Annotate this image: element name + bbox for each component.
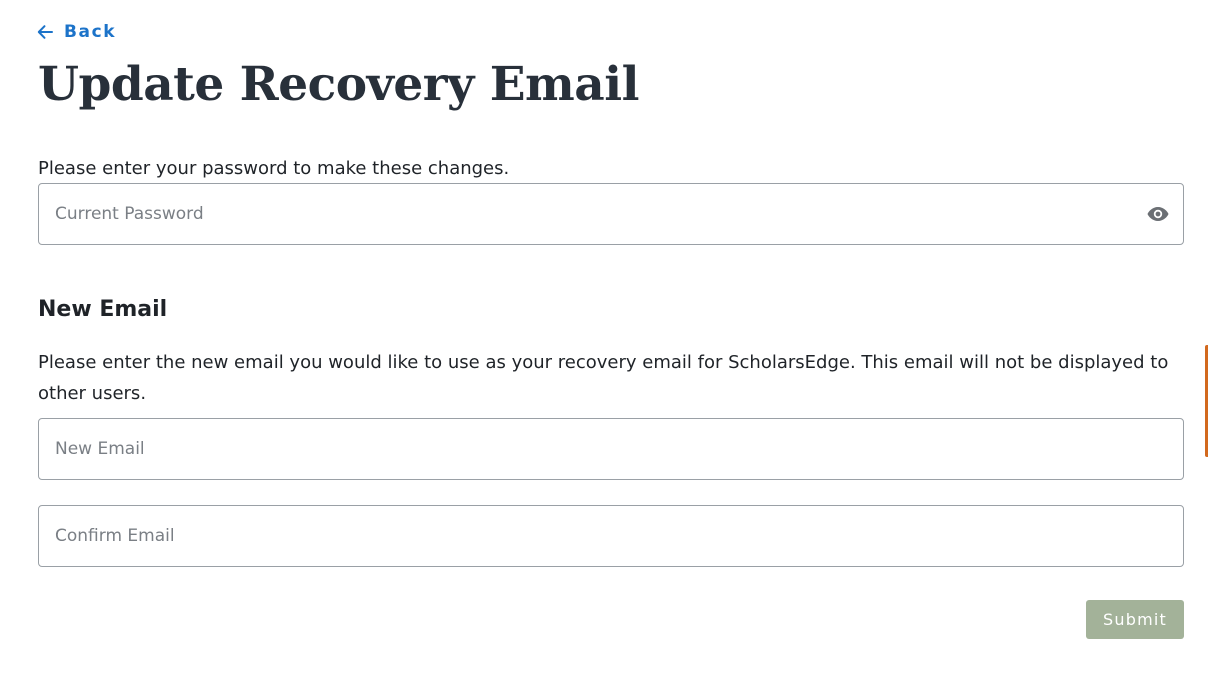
arrow-left-icon bbox=[36, 23, 54, 41]
new-email-heading: New Email bbox=[38, 297, 168, 322]
back-link[interactable] bbox=[36, 22, 116, 42]
current-password-input[interactable] bbox=[39, 184, 1145, 244]
password-instruction: Please enter your password to make these changes. bbox=[38, 158, 510, 179]
submit-button[interactable]: Submit bbox=[1086, 600, 1184, 639]
confirm-email-input[interactable] bbox=[39, 506, 1183, 566]
new-email-input[interactable] bbox=[39, 419, 1183, 479]
back-label: Back bbox=[64, 22, 117, 42]
email-instruction: Please enter the new email you would like to use as your recovery email for ScholarsEdge. This email will not be displayed to other users. bbox=[38, 352, 1169, 404]
new-email-field bbox=[38, 418, 1184, 480]
current-password-field bbox=[38, 183, 1184, 245]
page-title: Update Recovery Email bbox=[38, 57, 639, 112]
confirm-email-field bbox=[38, 505, 1184, 567]
eye-icon[interactable] bbox=[1145, 201, 1171, 227]
